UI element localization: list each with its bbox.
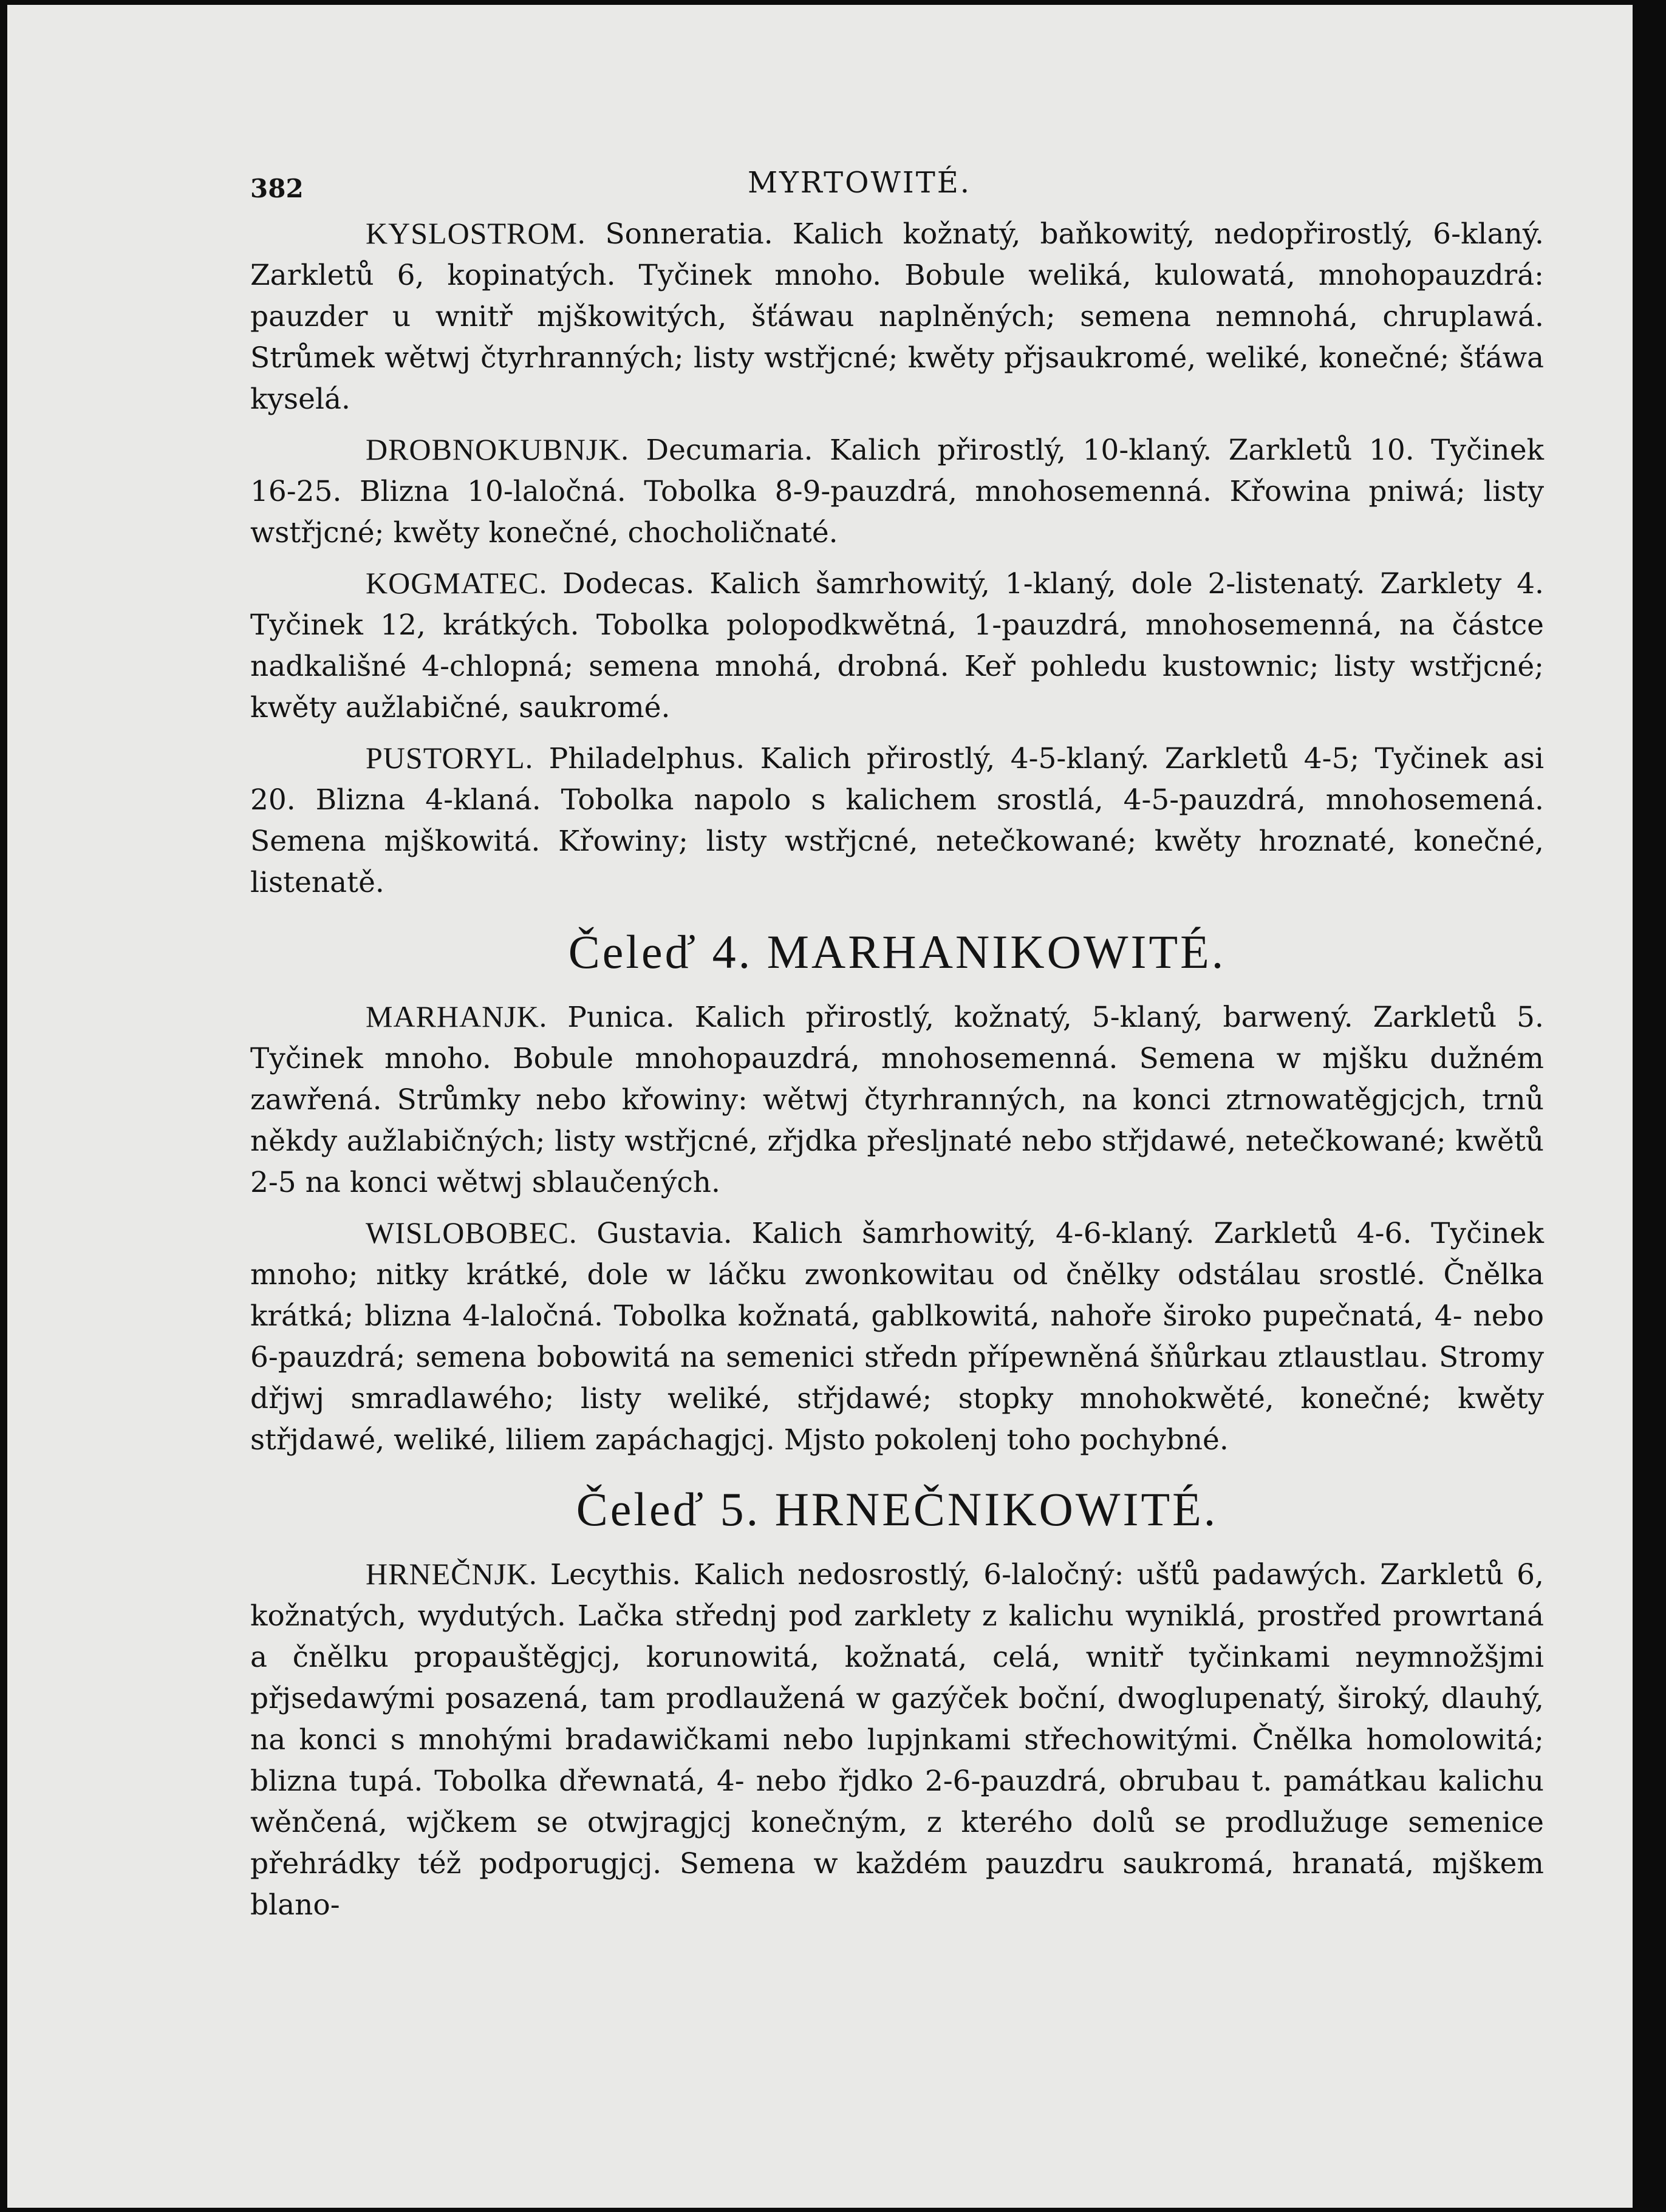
entry-kogmatec [250, 562, 1544, 729]
genus-description: Punica. Kalich přirostlý, kožnatý, 5-klaný, barwený. Zarkletů 5. Tyčinek mnoho. Bobule mnohopauzdrá, mnohosemenná. Semena w mjšku dužném zawřená. Strůmky nebo křowiny: wětwj čtyrhranných, na konci ztrnowatěgjcjch, trnů někdy aužlabičných; listy wstřjcné, zřjdka přesljnaté nebo střjdawé, netečkowané; kwětů 2-5 na konci wětwj sblaučených. [250, 1001, 1544, 1199]
genus-name: DROBNOKUBNJK. [366, 432, 629, 466]
page-body [250, 213, 1544, 1935]
entry-pustoryl [250, 737, 1544, 904]
entry-marhanjk [250, 996, 1544, 1203]
entry-hrnecnjk [250, 1553, 1544, 1926]
genus-description: Dodecas. Kalich šamrhowitý, 1-klaný, dole 2-listenatý. Zarklety 4. Tyčinek 12, krátkých. Tobolka polopodkwětná, 1-pauzdrá, mnohosemenná, na částce nadkališné 4-chlopná; semena mnohá, drobná. Keř pohledu kustownic; listy wstřjcné; kwěty aužlabičné, saukromé. [250, 567, 1544, 724]
genus-description: Decumaria. Kalich přirostlý, 10-klaný. Zarkletů 10. Tyčinek 16-25. Blizna 10-laločná. Tobolka 8-9-pauzdrá, mnohosemenná. Křowina pniwá; listy wstřjcné; kwěty konečné, chocholičnaté. [250, 434, 1544, 550]
genus-name: MARHANJK. [366, 999, 548, 1033]
genus-name: KOGMATEC. [366, 566, 548, 600]
genus-name: PUSTORYL. [366, 741, 534, 775]
book-page [7, 5, 1633, 2208]
genus-description: Gustavia. Kalich šamrhowitý, 4-6-klaný. Zarkletů 4-6. Tyčinek mnoho; nitky krátké, dole w láčku zwonkowitau od čnělky odstálau srostlé. Čnělka krátká; blizna 4-laločná. Tobolka kožnatá, gablkowitá, nahoře široko pupečnatá, 4- nebo 6-pauzdrá; semena bobowitá na semenici středn přípewněná šňůrkau ztlaustlau. Stromy dřjwj smradlawého; listy weliké, střjdawé; stopky mnohokwěté, konečné; kwěty střjdawé, weliké, liliem zapáchagjcj. Mjsto pokolenj toho pochybné. [250, 1217, 1544, 1457]
genus-description: Lecythis. Kalich nedosrostlý, 6-laločný: ušťů padawých. Zarkletů 6, kožnatých, wydutých. Lačka střednj pod zarklety z kalichu wyniklá, prostřed prowrtaná a čnělku propauštěgjcj, korunowitá, kožnatá, celá, wnitř tyčinkami neymnožšjmi přjsedawými posazená, tam prodlaužená w gazýček boční, dwoglupenatý, široký, dlauhý, na konci s mnohými bradawičkami nebo lupjnkami střechowitými. Čnělka homolowitá; blizna tupá. Tobolka dřewnatá, 4- nebo řjdko 2-6-pauzdrá, obrubau t. památkau kalichu wěnčená, wjčkem se otwjragjcj konečným, z kterého dolů se prodlužuge semenice přehrádky též podporugjcj. Semena w každém pauzdru saukromá, hranatá, mjškem blano- [250, 1558, 1544, 1922]
family-heading-5: Čeleď 5. HRNEČNIKOWITÉ. [576, 1483, 1218, 1536]
entry-wislobobec [250, 1212, 1544, 1461]
family-heading-4: Čeleď 4. MARHANIKOWITÉ. [568, 925, 1226, 978]
genus-name: KYSLOSTROM. [366, 216, 586, 250]
genus-description: Philadelphus. Kalich přirostlý, 4-5-klaný. Zarkletů 4-5; Tyčinek asi 20. Blizna 4-klaná. Tobolka napolo s kalichem srostlá, 4-5-pauzdrá, mnohosemená. Semena mjškowitá. Křowiny; listy wstřjcné, netečkowané; kwěty hroznaté, konečné, listenatě. [250, 742, 1544, 899]
genus-name: HRNEČNJK. [366, 1557, 538, 1591]
entry-kyslostrom [250, 213, 1544, 420]
running-head: MYRTOWITÉ. [747, 166, 972, 200]
page-number: 382 [250, 174, 304, 203]
genus-name: WISLOBOBEC. [366, 1216, 578, 1250]
entry-drobnokubnjk [250, 429, 1544, 554]
genus-description: Sonneratia. Kalich kožnatý, baňkowitý, nedopřirostlý, 6-klaný. Zarkletů 6, kopinatých. Tyčinek mnoho. Bobule weliká, kulowatá, mnohopauzdrá: pauzder u wnitř mjškowitých, šťáwau naplněných; semena nemnohá, chruplawá. Strůmek wětwj čtyrhranných; listy wstřjcné; kwěty přjsaukromé, weliké, konečné; šťáwa kyselá. [250, 217, 1544, 416]
